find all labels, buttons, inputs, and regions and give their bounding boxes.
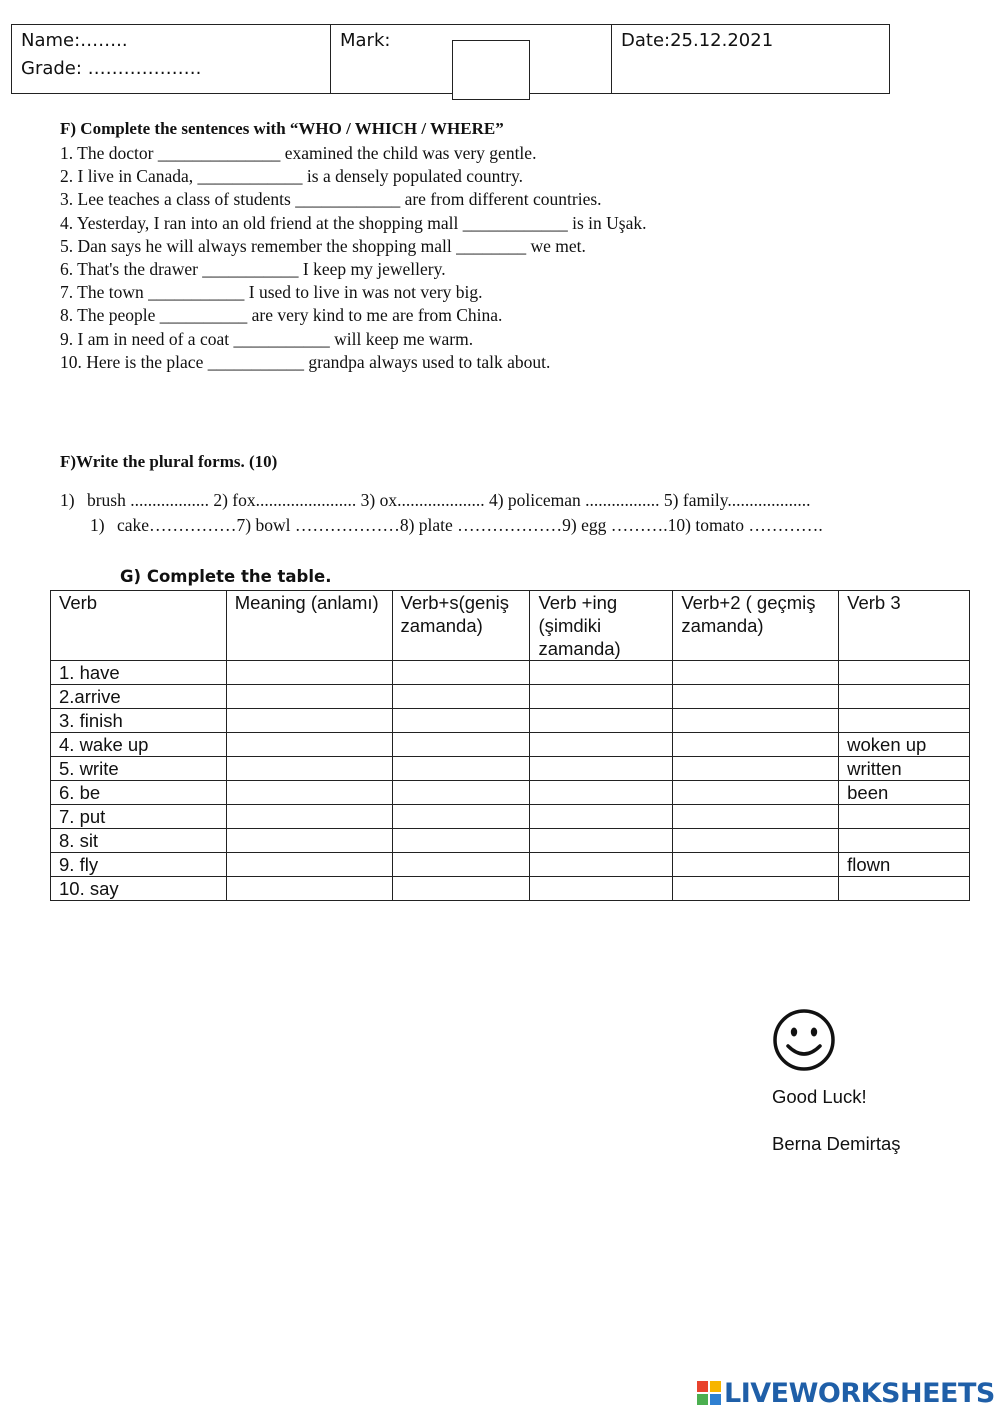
verb-cell: 3. finish [51,709,227,733]
answer-cell[interactable] [530,781,673,805]
header-meaning: Meaning (anlamı) [226,591,392,661]
answer-cell[interactable] [226,733,392,757]
answer-cell[interactable] [673,685,839,709]
sentence-4[interactable]: 4. Yesterday, I ran into an old friend at the shopping mall ____________ is in Uşak. [60,212,647,233]
answer-cell[interactable] [226,781,392,805]
logo-square [710,1381,721,1392]
date-cell [612,25,891,93]
logo-square [697,1381,708,1392]
table-header-row [51,591,970,661]
answer-cell[interactable] [673,853,839,877]
sentence-10[interactable]: 10. Here is the place ___________ grandpa always used to talk about. [60,351,551,372]
answer-cell[interactable] [226,853,392,877]
header-verb-3: Verb 3 [839,591,970,661]
answer-cell[interactable] [226,829,392,853]
verb3-cell[interactable] [839,805,970,829]
answer-cell[interactable] [392,661,530,685]
sentence-9[interactable]: 9. I am in need of a coat ___________ will keep me warm. [60,328,474,349]
plural-line-1-items[interactable]: brush .................. 2) fox....................... 3) ox.................... 4) policeman ................. 5) family................... [86,490,811,510]
answer-cell[interactable] [226,661,392,685]
answer-cell[interactable] [673,757,839,781]
smiley-icon [772,1008,836,1072]
answer-cell[interactable] [392,805,530,829]
header-verb-s: Verb+s(geniş zamanda) [392,591,530,661]
mark-label: Mark: [340,30,391,51]
table-row [51,781,970,805]
answer-cell[interactable] [530,661,673,685]
name-grade-cell [12,25,331,93]
grade-label[interactable]: Grade: ………………. [21,58,202,79]
section-g-title: G) Complete the table. [120,567,332,586]
plural-line-2-number: 1) [90,515,105,535]
good-luck-text: Good Luck! [772,1086,867,1107]
table-row [51,805,970,829]
table-row [51,877,970,901]
answer-cell[interactable] [392,757,530,781]
answer-cell[interactable] [530,709,673,733]
section-f2-title: F)Write the plural forms. (10) [60,452,278,471]
logo-grid-icon [697,1381,721,1405]
answer-cell[interactable] [673,781,839,805]
table-row [51,853,970,877]
author-name: Berna Demirtaş [772,1133,901,1154]
sentence-6[interactable]: 6. That's the drawer ___________ I keep my jewellery. [60,259,446,280]
logo-square [710,1394,721,1405]
answer-cell[interactable] [530,757,673,781]
sentence-5[interactable]: 5. Dan says he will always remember the shopping mall ________ we met. [60,235,586,256]
answer-cell[interactable] [673,661,839,685]
answer-cell[interactable] [673,709,839,733]
liveworksheets-logo[interactable] [697,1377,995,1409]
verb-cell: 8. sit [51,829,227,853]
sentence-2[interactable]: 2. I live in Canada, ____________ is a densely populated country. [60,166,524,187]
table-row [51,661,970,685]
verb3-cell[interactable] [839,877,970,901]
verb-cell: 6. be [51,781,227,805]
verb-cell: 4. wake up [51,733,227,757]
answer-cell[interactable] [226,685,392,709]
verb-cell: 9. fly [51,853,227,877]
sentence-list [60,142,647,374]
verb3-cell: woken up [839,733,970,757]
verb-cell: 10. say [51,877,227,901]
verb3-cell[interactable] [839,829,970,853]
section-f1-title: F) Complete the sentences with “WHO / WHICH / WHERE” [60,119,504,138]
verb3-cell: written [839,757,970,781]
name-label[interactable]: Name:…….. [21,30,128,51]
answer-cell[interactable] [392,685,530,709]
answer-cell[interactable] [673,733,839,757]
answer-cell[interactable] [673,805,839,829]
table-row [51,709,970,733]
table-row [51,685,970,709]
answer-cell[interactable] [392,877,530,901]
answer-cell[interactable] [530,853,673,877]
answer-cell[interactable] [530,877,673,901]
answer-cell[interactable] [530,685,673,709]
answer-cell[interactable] [226,877,392,901]
answer-cell[interactable] [392,853,530,877]
verb3-cell[interactable] [839,709,970,733]
answer-cell[interactable] [530,805,673,829]
sentence-3[interactable]: 3. Lee teaches a class of students ____________ are from different countries. [60,189,602,210]
answer-cell[interactable] [226,709,392,733]
answer-cell[interactable] [226,757,392,781]
sentence-7[interactable]: 7. The town ___________ I used to live in was not very big. [60,282,483,303]
answer-cell[interactable] [226,805,392,829]
plural-line-1 [60,490,811,511]
logo-square [697,1394,708,1405]
verb3-cell: flown [839,853,970,877]
verb-cell: 1. have [51,661,227,685]
answer-cell[interactable] [392,709,530,733]
verb-cell: 2.arrive [51,685,227,709]
plural-line-1-number: 1) [60,490,75,510]
answer-cell[interactable] [673,877,839,901]
table-row [51,733,970,757]
header-verb-2: Verb+2 ( geçmiş zamanda) [673,591,839,661]
header-table [11,24,890,94]
sentence-1[interactable]: 1. The doctor ______________ examined the child was very gentle. [60,143,537,163]
verb3-cell[interactable] [839,661,970,685]
mark-box[interactable] [452,40,530,100]
verb3-cell: been [839,781,970,805]
answer-cell[interactable] [392,733,530,757]
answer-cell[interactable] [530,733,673,757]
verb-cell: 5. write [51,757,227,781]
answer-cell[interactable] [392,781,530,805]
plural-line-2-items[interactable]: cake……………7) bowl ………………8) plate ………………9) egg ……….10) tomato …………. [116,515,823,535]
verb3-cell[interactable] [839,685,970,709]
answer-cell[interactable] [392,829,530,853]
date-label: Date:25.12.2021 [621,30,774,51]
logo-text: LIVEWORKSHEETS [724,1377,995,1409]
plural-line-2 [90,515,823,536]
table-row [51,757,970,781]
table-row [51,829,970,853]
verb-cell: 7. put [51,805,227,829]
verb-table [50,590,970,901]
sentence-8[interactable]: 8. The people __________ are very kind to me are from China. [60,305,503,326]
header-verb-ing: Verb +ing (şimdiki zamanda) [530,591,673,661]
answer-cell[interactable] [530,829,673,853]
header-verb: Verb [51,591,227,661]
answer-cell[interactable] [673,829,839,853]
